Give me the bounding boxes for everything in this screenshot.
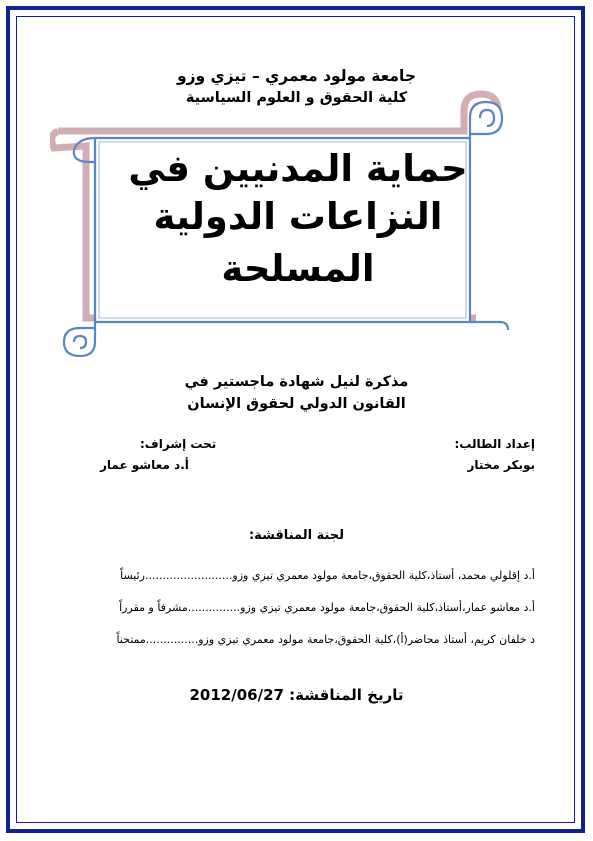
committee-member-president: أ.د إقلولي محمد، أستاذ،كلية الحقوق،جامعة مولود معمري تيزي وزو.........................رئيساً (120, 569, 535, 582)
faculty-name: كلية الحقوق و العلوم السياسية (185, 90, 408, 106)
committee-heading: لجنة المناقشة: (248, 528, 345, 543)
defense-date-line (0, 686, 593, 704)
student-label: إعداد الطالب: (454, 437, 535, 451)
memo-description-line-2: القانون الدولي لحقوق الإنسان (187, 396, 406, 412)
memo-description-line-1: مذكرة لنيل شهادة ماجستير في (184, 374, 409, 390)
student-name: بوبكر مختار (467, 458, 535, 472)
thesis-title-line-2: النزاعات الدولية (153, 195, 443, 238)
thesis-title-line-1: حماية المدنيين في (128, 147, 468, 190)
supervisor-label: تحت إشراف: (140, 437, 217, 451)
supervisor-name: أ.د معاشو عمار (100, 458, 189, 472)
committee-member-examiner: د خلفان كريم، أستاذ محاضر(أ)،كلية الحقوق،جامعة مولود معمري تيزي وزو...............ممتحناً (116, 633, 535, 646)
thesis-title-line-3: المسلحة (221, 247, 375, 290)
university-name: جامعة مولود معمري – تيزي وزو (176, 67, 417, 85)
defense-date-label: تاريخ المناقشة: (289, 686, 404, 704)
committee-member-supervisor: أ.د معاشو عمار،أستاذ،كلية الحقوق،جامعة مولود معمري تيزي وزو...............مشرفاً و مقرراً (119, 601, 535, 614)
defense-date-value: 2012/06/27 (189, 686, 284, 704)
